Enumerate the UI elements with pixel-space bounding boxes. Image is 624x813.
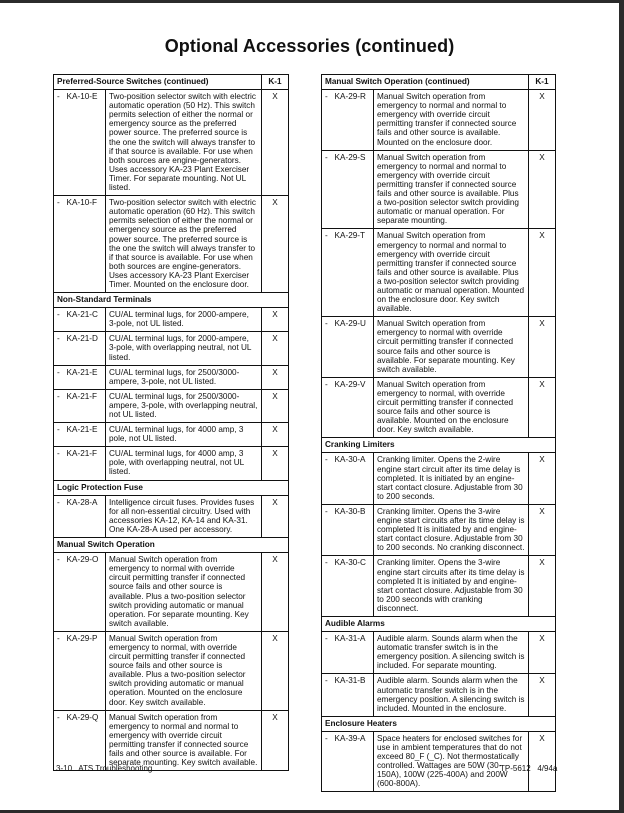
accessory-row bbox=[322, 674, 556, 716]
k1-availability-mark: X bbox=[262, 196, 289, 293]
k1-availability-mark: X bbox=[262, 495, 289, 537]
accessory-code: - KA-31-B bbox=[322, 674, 374, 716]
accessory-code: - KA-10-E bbox=[54, 90, 106, 196]
accessory-description: Manual Switch operation from emergency to normal and normal to emergency with override circuit permitting transfer if connected source fails and other source is available. Plus a two-position selector switch providing automatic or manual operation. For separate mounting. bbox=[374, 150, 529, 229]
accessory-row bbox=[54, 447, 289, 480]
section-header-row bbox=[54, 480, 289, 495]
accessory-row bbox=[54, 495, 289, 537]
accessory-description: CU/AL terminal lugs, for 4000 amp, 3 pole, not UL listed. bbox=[106, 423, 262, 447]
k1-availability-mark: X bbox=[262, 332, 289, 365]
accessories-table-left bbox=[53, 74, 289, 771]
accessory-row bbox=[54, 710, 289, 771]
accessory-description: CU/AL terminal lugs, for 2000-ampere, 3-pole, not UL listed. bbox=[106, 308, 262, 332]
k1-availability-mark: X bbox=[262, 308, 289, 332]
k1-availability-mark: X bbox=[529, 674, 556, 716]
accessory-code: - KA-21-D bbox=[54, 332, 106, 365]
accessory-row bbox=[322, 504, 556, 555]
table-header-row bbox=[322, 75, 556, 90]
k1-availability-mark: X bbox=[529, 90, 556, 151]
column-header-k1: K-1 bbox=[262, 75, 289, 90]
k1-availability-mark: X bbox=[529, 556, 556, 617]
k1-availability-mark: X bbox=[262, 553, 289, 632]
accessory-row bbox=[54, 423, 289, 447]
section-title: Enclosure Heaters bbox=[322, 716, 556, 731]
table-header-title: Manual Switch Operation (continued) bbox=[322, 75, 529, 90]
accessory-code: - KA-29-Q bbox=[54, 710, 106, 771]
accessory-code: - KA-29-V bbox=[322, 377, 374, 438]
section-header-row bbox=[322, 616, 556, 631]
accessory-code: - KA-10-F bbox=[54, 196, 106, 293]
section-title: Manual Switch Operation bbox=[54, 538, 289, 553]
accessory-description: Audible alarm. Sounds alarm when the automatic transfer switch is in the emergency position. A silencing switch is included. For separate mounting. bbox=[374, 632, 529, 674]
accessory-row bbox=[54, 553, 289, 632]
accessory-description: Cranking limiter. Opens the 3-wire engine start circuits after its time delay is completed It is initiated by and engine-start contact closure. Adjustable from 30 to 200 seconds. No cranking disconnect. bbox=[374, 504, 529, 555]
k1-availability-mark: X bbox=[529, 229, 556, 317]
footer-page-label: 3-10 ATS Troubleshooting bbox=[56, 764, 153, 773]
accessory-row bbox=[322, 229, 556, 317]
accessory-description: Audible alarm. Sounds alarm when the automatic transfer switch is in the emergency position. A silencing switch is included. Mounted in the enclosure. bbox=[374, 674, 529, 716]
k1-availability-mark: X bbox=[529, 731, 556, 792]
section-title: Logic Protection Fuse bbox=[54, 480, 289, 495]
accessory-row bbox=[322, 377, 556, 438]
accessory-code: - KA-30-C bbox=[322, 556, 374, 617]
accessory-description: Space heaters for enclosed switches for use in ambient temperatures that do not exceed 80_F (_C). Not thermostatically controlled. Wattages are 50W (30-150A), 100W (225-400A) and 200W (600-800A). bbox=[374, 731, 529, 792]
k1-availability-mark: X bbox=[262, 423, 289, 447]
accessory-code: - KA-29-P bbox=[54, 631, 106, 710]
section-header-row bbox=[322, 716, 556, 731]
accessory-row bbox=[322, 150, 556, 229]
accessory-description: CU/AL terminal lugs, for 2500/3000-ampere, 3-pole, not UL listed. bbox=[106, 365, 262, 389]
footer-doc-number: TP-5612 4/94a bbox=[500, 764, 558, 773]
accessory-row bbox=[322, 453, 556, 504]
accessory-code: - KA-29-T bbox=[322, 229, 374, 317]
accessory-description: Cranking limiter. Opens the 3-wire engine start circuits after its time delay is completed It is initiated by and engine-start contact closure. Adjustable from 30 to 200 seconds with cranking disconnect. bbox=[374, 556, 529, 617]
k1-availability-mark: X bbox=[262, 389, 289, 422]
accessory-code: - KA-21-C bbox=[54, 308, 106, 332]
accessory-description: Manual Switch operation from emergency to normal and normal to emergency with override circuit permitting transfer if connected source fails and other source is available. Plus a two-position selector switch providing automatic or manual operation. Mounted on the enclosure door. Key switch available. bbox=[374, 229, 529, 317]
accessory-row bbox=[54, 308, 289, 332]
accessory-description: Manual Switch operation from emergency to normal, with override circuit permitting transfer if connected source fails and other source is available. Plus a two-position selector switch providing automatic or manual operation. Mounted on the enclosure door. Key switch available. bbox=[106, 631, 262, 710]
accessory-row bbox=[54, 631, 289, 710]
accessory-code: - KA-21-E bbox=[54, 423, 106, 447]
k1-availability-mark: X bbox=[529, 150, 556, 229]
accessory-code: - KA-39-A bbox=[322, 731, 374, 792]
section-header-row bbox=[54, 538, 289, 553]
accessory-code: - KA-29-S bbox=[322, 150, 374, 229]
accessory-code: - KA-29-O bbox=[54, 553, 106, 632]
accessory-code: - KA-21-F bbox=[54, 447, 106, 480]
accessory-description: Manual Switch operation from emergency to normal and normal to emergency with override circuit permitting transfer if connected source fails and other source is available. For separate mounting. Key switch available. bbox=[106, 710, 262, 771]
accessory-row bbox=[322, 317, 556, 378]
k1-availability-mark: X bbox=[262, 447, 289, 480]
k1-availability-mark: X bbox=[262, 365, 289, 389]
section-title: Cranking Limiters bbox=[322, 438, 556, 453]
section-title: Non-Standard Terminals bbox=[54, 293, 289, 308]
accessory-description: Manual Switch operation from emergency to normal with override circuit permitting transfer if connected source fails and other source is available. Plus a two-position selector switch providing automatic or manual operation. For separate mounting. Key switch available. bbox=[106, 553, 262, 632]
accessory-code: - KA-28-A bbox=[54, 495, 106, 537]
section-header-row bbox=[54, 293, 289, 308]
accessory-row bbox=[54, 196, 289, 293]
k1-availability-mark: X bbox=[529, 377, 556, 438]
accessory-row bbox=[322, 90, 556, 151]
accessory-description: Two-position selector switch with electric automatic operation (60 Hz). This switch permits selection of either the normal or emergency source as the preferred power source. The preferred source is the one the switch will always transfer to if that source is available. For use when both sources are engine-generators. Uses accessory KA-23 Plant Exerciser Timer. Mounted on the enclosure door. bbox=[106, 196, 262, 293]
accessory-code: - KA-21-F bbox=[54, 389, 106, 422]
right-table-body bbox=[322, 75, 556, 792]
accessory-description: Manual Switch operation from emergency to normal and normal to emergency with override circuit permitting transfer if connected source fails and other source is available. Mounted on the enclosure door. bbox=[374, 90, 529, 151]
accessory-code: - KA-29-U bbox=[322, 317, 374, 378]
accessory-code: - KA-29-R bbox=[322, 90, 374, 151]
k1-availability-mark: X bbox=[262, 90, 289, 196]
accessories-table-right bbox=[321, 74, 556, 792]
accessory-row bbox=[54, 389, 289, 422]
accessory-row bbox=[322, 556, 556, 617]
column-header-k1: K-1 bbox=[529, 75, 556, 90]
table-header-title: Preferred-Source Switches (continued) bbox=[54, 75, 262, 90]
accessory-row bbox=[322, 632, 556, 674]
accessory-description: Intelligence circuit fuses. Provides fuses for all non-essential circuitry. Used with accessories KA-12, KA-14 and KA-31. One KA-28-A used per accessory. bbox=[106, 495, 262, 537]
section-header-row bbox=[322, 438, 556, 453]
accessory-description: Manual Switch operation from emergency to normal with override circuit permitting transfer if connected source fails and other source is available. For separate mounting. Key switch available. bbox=[374, 317, 529, 378]
accessory-code: - KA-31-A bbox=[322, 632, 374, 674]
accessory-row bbox=[54, 332, 289, 365]
k1-availability-mark: X bbox=[262, 631, 289, 710]
left-table-body bbox=[54, 75, 289, 771]
k1-availability-mark: X bbox=[529, 317, 556, 378]
accessory-description: Two-position selector switch with electric automatic operation (50 Hz). This switch permits selection of either the normal or emergency source as the preferred power source. The preferred source is the one the switch will always transfer to if that source is available. For use when both sources are engine-generators. Uses accessory KA-23 Plant Exerciser Timer. For separate mounting. Not UL listed. bbox=[106, 90, 262, 196]
k1-availability-mark: X bbox=[262, 710, 289, 771]
section-title: Audible Alarms bbox=[322, 616, 556, 631]
accessory-code: - KA-21-E bbox=[54, 365, 106, 389]
accessory-description: Cranking limiter. Opens the 2-wire engine start circuit after its time delay is completed. It is initiated by an engine-start contact closure. Adjustable from 30 to 200 seconds. bbox=[374, 453, 529, 504]
accessory-description: CU/AL terminal lugs, for 2000-ampere, 3-pole, with overlapping neutral, not UL listed. bbox=[106, 332, 262, 365]
accessory-row bbox=[54, 365, 289, 389]
table-header-row bbox=[54, 75, 289, 90]
accessory-code: - KA-30-A bbox=[322, 453, 374, 504]
accessory-code: - KA-30-B bbox=[322, 504, 374, 555]
accessory-row bbox=[54, 90, 289, 196]
window-frame-right bbox=[619, 0, 624, 813]
accessory-description: CU/AL terminal lugs, for 2500/3000-ampere, 3-pole, with overlapping neutral, not UL listed. bbox=[106, 389, 262, 422]
k1-availability-mark: X bbox=[529, 504, 556, 555]
accessory-description: CU/AL terminal lugs, for 4000 amp, 3 pole, with overlapping neutral, not UL listed. bbox=[106, 447, 262, 480]
accessory-description: Manual Switch operation from emergency to normal, with override circuit permitting transfer if connected source fails and other source is available. Mounted on the enclosure door. Key switch available. bbox=[374, 377, 529, 438]
k1-availability-mark: X bbox=[529, 453, 556, 504]
k1-availability-mark: X bbox=[529, 632, 556, 674]
page-title: Optional Accessories (continued) bbox=[164, 36, 455, 56]
accessory-row bbox=[322, 731, 556, 792]
window-frame-top bbox=[0, 0, 624, 3]
